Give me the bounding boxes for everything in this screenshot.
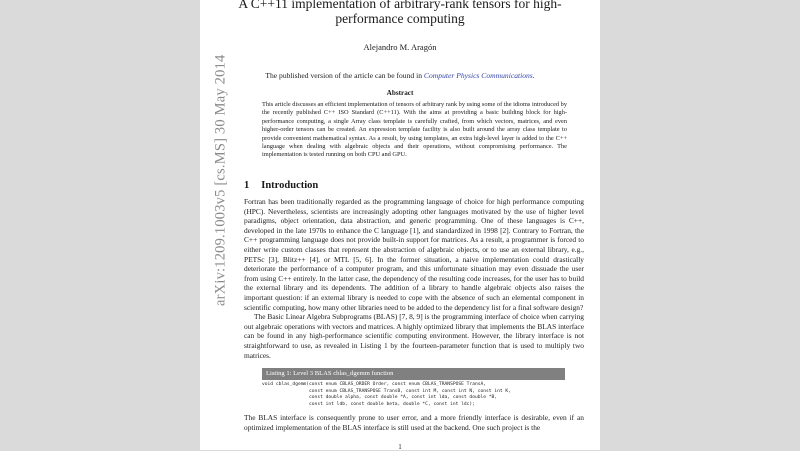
paragraph-3: The BLAS interface is consequently prone to user error, and a more friendly interface is desirable, even if an optimized implementation of the BLAS interface is still used at the backend. One such project is the <box>244 413 584 432</box>
listing-caption: Listing 1: Level 3 BLAS cblas_dgemm function <box>262 368 565 380</box>
paragraph-1: Fortran has been traditionally regarded as the programming language of choice for high performance computing (HPC). Nevertheless, scientists are increasingly adopting other languages motivated by the use of higher level paradigms, object orientation, data abstraction, and generic programming. One of these languages is C++, developed in the late 1970s to enhance the C language [1], and standardized in 1998 [2]. Contrary to Fortran, the C++ programming language does not provide built-in support for matrices. As a result, a programmer is forced to either write custom classes that represent the abstraction of algebraic objects, or to use an external library, e.g., PETSc [3], Blitz++ [4], or MTL [5, 6]. In the former situation, a naive implementation could drastically deteriorate the performance of a computer program, and this unfortunate situation may even dissuade the user from using C++ entirely. In the latter case, the dependency of the resulting code increases, for the user has to build the external library and its dependents. The addition of a library to handle algebraic objects also raises the important question: if an external library is needed to cope with the absence of such an elemental component in scientific computing, how many other libraries need to be added to the dependency list for a final software design? <box>244 197 584 312</box>
abstract-heading: Abstract <box>386 89 414 97</box>
journal-link[interactable]: Computer Physics Communications <box>423 71 533 80</box>
author-name: Alejandro M. Aragón <box>363 42 437 52</box>
publication-note-suffix: . <box>532 71 535 80</box>
section-title: Introduction <box>261 180 319 191</box>
paragraph-2: The Basic Linear Algebra Subprograms (BLAS) [7, 8, 9] is the programming interface of choice when carrying out algebraic operations with vectors and matrices. A highly optimized library that implements the BLAS interface can be found in any high-performance scientific computing environment. However, the library interface is not straightforward to use, as revealed in Listing 1 by the fourteen-parameter function that is used to multiply two matrices. <box>244 312 584 360</box>
publication-note <box>230 71 570 80</box>
code-listing: void cblas_dgemm(const enum CBLAS_ORDER Order, const enum CBLAS_TRANSPOSE TransA, const enum CBLAS_TRANSPOSE TransB, const int M, const int N, const int K, const double alpha, const double *A, const int lda, const double *B, const int ldb, const double beta, double *C, const int ldc); <box>262 382 511 407</box>
section-heading <box>244 180 574 191</box>
arxiv-stamp: arXiv:1209.1003v5 [cs.MS] 30 May 2014 <box>212 54 229 306</box>
abstract-text: This article discusses an efficient implementation of tensors of arbitrary rank by using some of the idioms introduced by the recently published C++ ISO Standard (C++11). With the aims at providing a basic building block for high-performance computing, a single Array class template is carefully crafted, from which vectors, matrices, and even higher-order tensors can be created. An expression template facility is also built around the array class template to provide convenient mathematical syntax. As a result, by using templates, an extra high-level layer is added to the C++ language when dealing with algebraic objects and their operations, without compromising performance. The implementation is tested running on both CPU and GPU. <box>262 101 568 159</box>
page-number: 1 <box>398 443 402 451</box>
paper-title: A C++11 implementation of arbitrary-rank tensors for high-performance computing <box>238 0 562 26</box>
section-number: 1 <box>244 180 250 191</box>
introduction-body <box>244 197 584 360</box>
publication-note-prefix: The published version of the article can be found in <box>265 71 423 80</box>
